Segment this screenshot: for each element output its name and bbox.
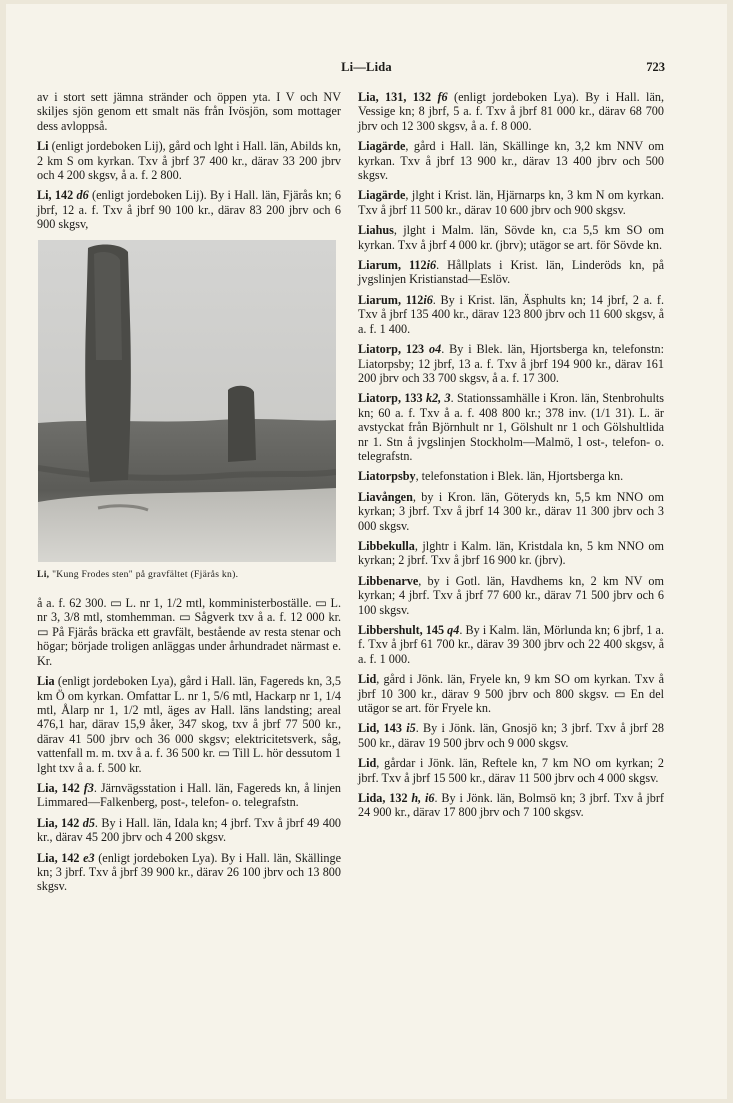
figure-caption [37,568,341,582]
caption-headword: Li, [37,568,50,580]
entry-text: . By i Hall. län, Idala kn; 4 jbrf. Txv å jbrf 49 400 kr., därav 45 200 jbrv och 4 200 skgsv. [37,815,342,845]
entry-text: . Järnvägsstation i Hall. län, Fagereds kn, å linjen Limmared—Falkenberg, post-, telefon- o. telegrafstn. [37,780,342,810]
entry-map-ref: h, i6 [411,791,435,806]
entry-text: , telefonstation i Blek. län, Hjortsberga kn. [415,469,624,484]
entry-text: (enligt jordeboken Lya), gård i Hall. län, Fagereds kn, 3,5 km Ö om kyrkan. Omfattar L. nr 1, 5/6 mtl, Hackarp nr 1, 1/4 mtl, Ålarp nr 1, 1/2 mtl, äges av Hall. läns landsting; areal 476,1 har, därav 15,9 åker, 347 skog, txv å jbrf 77 500 kr., därav 41 500 jbrv och 36 000 skgsv; elektricitetsverk, såg, vattenfall m. m. txv å a. f. 36 500 kr. ▭ Till L. hör dessutom 1 lght txv å a. f. 500 kr. [37,674,341,775]
right-column [358,90,664,826]
dictionary-entry [358,139,664,182]
entry-text: (enligt jordeboken Lij). By i Hall. län, Fjärås kn; 6 jbrf, 12 a. f. Txv å jbrf 90 100 kr., därav 83 200 jbrv och 6 900 skgsv, [37,188,342,232]
entry-headword: Lia, 142 [37,780,80,795]
entry-text: . By i Krist. län, Äsphults kn; 14 jbrf, 2 a. f. Txv å jbrf 135 400 kr., därav 123 800 jbrv och 11 600 skgsv, å a. f. 1 400. [358,292,664,336]
entry-headword: Lida, 132 [358,791,408,806]
dictionary-entry [358,469,664,483]
dictionary-entry [358,574,664,617]
photo-figure [38,240,336,562]
dictionary-entry [358,342,664,385]
entry-text: (enligt jordeboken Lij), gård och lght i Hall. län, Abilds kn, 2 km S om kyrkan. Txv å jbrf 37 400 kr., därav 33 200 jbrv och 4 200 skgsv, å a. f. 2 800. [37,139,341,183]
entry-headword: Liatorpsby [358,469,416,484]
dictionary-entry [358,623,664,666]
entry-text: , jlght i Krist. län, Hjärnarps kn, 3 km N om kyrkan. Txv å jbrf 11 500 kr., därav 10 600 jbrv och 900 skgsv. [358,188,664,217]
entry-map-ref: i6 [426,258,437,273]
entry-text: . By i Jönk. län, Bolmsö kn; 3 jbrf. Txv å jbrf 24 900 kr., därav 17 800 jbrv och 7 100 skgsv. [358,791,664,820]
entry-headword: Libbenarve [358,573,419,588]
entry-text: å a. f. 62 300. ▭ L. nr 1, 1/2 mtl, komministerboställe. ▭ L. nr 3, 3/8 mtl, stomhemman. ▭ Sågverk txv å a. f. 12 000 kr. ▭ På Fjärås bräcka ett gravfält, bestående av resta stenar och högar; började troligen anläggas under århundradet närmast e. Kr. [37,596,341,668]
entry-map-ref: f6 [437,90,448,104]
entry-map-ref: e3 [83,850,95,865]
entry-map-ref: d6 [76,188,89,203]
dictionary-entry [37,139,341,182]
dictionary-entry [358,223,664,252]
document-page [6,4,727,1099]
entry-headword: Liavången [358,489,413,504]
dictionary-entry [358,672,664,715]
page-title: Li—Lida [341,60,392,74]
entry-text: , gård i Hall. län, Skällinge kn, 3,2 km NNV om kyrkan. Txv å jbrf 13 900 kr., därav 13 400 jbrv och 500 skgsv. [358,139,664,183]
dictionary-entry [358,258,664,287]
entry-map-ref: d5 [82,815,95,830]
continued-paragraph [37,90,341,133]
dictionary-entry [37,596,341,668]
dictionary-entry [358,391,664,463]
entry-headword: Liahus [358,223,394,238]
entry-headword: Lid, 143 [358,721,402,736]
entry-map-ref: f3 [83,780,94,795]
entry-map-ref: i6 [423,292,433,307]
dictionary-entry [358,539,664,568]
entry-text: . Hållplats i Krist. län, Linderöds kn, på jvgslinjen Kristianstad—Eslöv. [358,258,664,287]
entry-headword: Lia [37,674,55,689]
entry-text: . By i Blek. län, Hjortsberga kn, telefonstn: Liatorpsby; 12 jbrf, 13 a. f. Txv å jbrf 194 900 kr., därav 161 200 jbrv och 33 700 skgsv, å a. f. 17 300. [358,342,664,385]
entry-map-ref: k2, 3 [425,391,451,406]
dictionary-entry [358,756,664,785]
dictionary-entry [358,791,664,820]
entry-map-ref: i5 [406,721,416,736]
entry-text: . By i Jönk. län, Gnosjö kn; 3 jbrf. Txv å jbrf 28 500 kr., därav 19 500 jbrv och 9 000 skgsv. [358,721,665,750]
caption-text: "Kung Frodes sten" på gravfältet (Fjärås kn). [49,568,239,580]
entry-map-ref: q4 [447,623,460,637]
running-header [6,60,727,78]
dictionary-entry [358,721,664,750]
entry-headword: Lid [358,672,377,687]
dictionary-entry [37,781,341,810]
entry-headword: Li [37,139,49,154]
standing-stones-photo [38,240,336,562]
left-column [37,90,341,900]
entry-headword: Lid [358,756,377,771]
entry-text: (enligt jordeboken Lya). By i Hall. län, Skällinge kn; 3 jbrf. Txv å jbrf 39 900 kr., därav 26 100 jbrv och 13 800 skgsv. [37,850,341,894]
entry-map-ref: o4 [429,342,442,357]
entry-text: (enligt jordeboken Lya). By i Hall. län, Vessige kn; 8 jbrf, 5 a. f. Txv å jbrf 81 000 kr., därav 68 700 jbrv och 12 300 skgsv, å a. f. 8 000. [358,90,664,133]
entry-headword: Lia, 131, 132 [358,90,432,104]
entry-text: , gårdar i Jönk. län, Reftele kn, 7 km NO om kyrkan; 2 jbrf. Txv å jbrf 15 500 kr., därav 11 500 jbrv och 4 000 skgsv. [358,756,664,785]
entry-headword: Liatorp, 133 [358,391,423,406]
page-number: 723 [646,60,665,74]
entry-headword: Libbekulla [358,538,415,553]
entry-headword: Libbershult, 145 [358,623,445,637]
entry-headword: Liagärde [358,188,406,203]
dictionary-entry [358,293,664,336]
dictionary-entry [37,851,341,894]
entry-text: av i stort sett jämna stränder och öppen yta. I V och NV skiljes sjön genom ett smalt näs från Ivösjön, som mottager dess avloppså. [37,90,341,133]
entry-text: , jlghtr i Kalm. län, Kristdala kn, 5 km NNO om kyrkan; 2 jbrf. Txv å jbrf 16 900 kr. (jbrv). [358,538,664,568]
entry-text: . Stationssamhälle i Kron. län, Stenbrohults kn; 60 a. f. Txv å a. f. 408 800 kr.; 378 inv. (1/1 31). L. är avstyckat från Björnhult nr 1, Gölshult nr 1 och Gölshultlida nr 1. Stn å jvgslinjen Stockholm—Malmö, ⅼ ost-, telefon- o. telegrafstn. [358,391,665,463]
entry-text: , by i Kron. län, Göteryds kn, 5,5 km NNO om kyrkan; 3 jbrf. Txv å jbrf 14 300 kr., därav 11 300 jbrv och 3 000 skgsv. [358,489,664,533]
entry-headword: Lia, 142 [37,815,80,830]
dictionary-entry [358,90,664,133]
entry-text: , jlght i Malm. län, Sövde kn, c:a 5,5 km SO om kyrkan. Txv å jbrf 4 000 kr. (jbrv); utägor se art. för Sövde kn. [358,223,664,252]
entry-headword: Li, 142 [37,188,74,203]
entry-text: , by i Gotl. län, Havdhems kn, 2 km NV om kyrkan; 4 jbrf. Txv å jbrf 77 600 kr., därav 71 500 jbrv och 6 100 skgsv. [358,573,664,617]
entry-headword: Liarum, 112 [358,292,424,307]
dictionary-entry [37,674,341,775]
entry-headword: Liarum, 112 [358,258,427,273]
dictionary-entry [37,816,341,845]
dictionary-entry [358,490,664,533]
entry-text: , gård i Jönk. län, Fryele kn, 9 km SO om kyrkan. Txv å jbrf 10 300 kr., därav 9 500 jbrv och 800 skgsv. ▭ En del utägor se art. för Fryele kn. [358,672,664,716]
entry-headword: Lia, 142 [37,850,80,865]
dictionary-entry [37,188,341,231]
entry-text: . By i Kalm. län, Mörlunda kn; 6 jbrf, 1 a. f. Txv å jbrf 61 700 kr., därav 39 300 jbrv och 22 400 skgsv, å a. f. 1 000. [358,623,664,666]
dictionary-entry [358,188,664,217]
entry-headword: Liatorp, 123 [358,342,425,357]
entry-headword: Liagärde [358,139,406,154]
